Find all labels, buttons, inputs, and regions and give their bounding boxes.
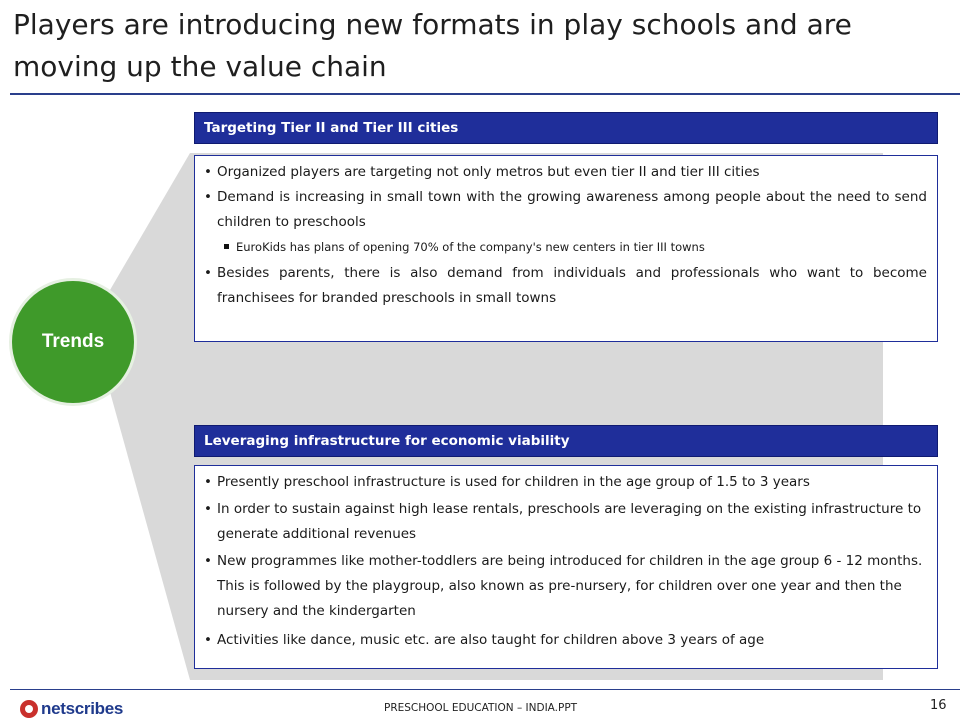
section-box-tier-cities (194, 155, 938, 342)
document-name: PRESCHOOL EDUCATION – INDIA.PPT (384, 702, 578, 714)
section-box-infrastructure (194, 465, 938, 669)
page-number: 16 (930, 698, 947, 713)
bullet-item: • Presently preschool infrastructure is used for children in the age group of 1.5 to 3 years (204, 474, 810, 490)
section-header-infrastructure: Leveraging infrastructure for economic viability (194, 425, 938, 457)
bullet-item: • New programmes like mother-toddlers are being introduced for children in the age group 6 - 12 months. This is followed by the playgroup, also known as pre-nursery, for children over one year and then the nursery and the kindergarten (204, 553, 923, 619)
trends-label: Trends (41, 331, 105, 352)
bullet-item: • In order to sustain against high lease rentals, preschools are leveraging on the existing infrastructure to generate additional revenues (204, 501, 922, 542)
bullet-item: • Demand is increasing in small town with the growing awareness among people about the need to send children to preschools (204, 189, 927, 230)
footer-divider (10, 689, 960, 690)
netscribes-logo (20, 697, 123, 721)
logo-text: netscribes (41, 699, 124, 718)
netscribes-logo-icon (20, 700, 38, 718)
slide-title: Players are introducing new formats in play schools and are moving up the value chain (13, 8, 852, 83)
section-header-tier-cities: Targeting Tier II and Tier III cities (194, 112, 938, 144)
bullet-item: • Activities like dance, music etc. are also taught for children above 3 years of age (204, 632, 765, 648)
sub-bullet-item: EuroKids has plans of opening 70% of the company's new centers in tier III towns (204, 237, 927, 257)
trends-hub (12, 281, 134, 403)
bullet-item: • Organized players are targeting not only metros but even tier II and tier III cities (204, 164, 760, 180)
square-bullet-icon (224, 244, 229, 249)
bullet-item: • Besides parents, there is also demand from individuals and professionals who want to become franchisees for branded preschools in small towns (204, 265, 927, 306)
